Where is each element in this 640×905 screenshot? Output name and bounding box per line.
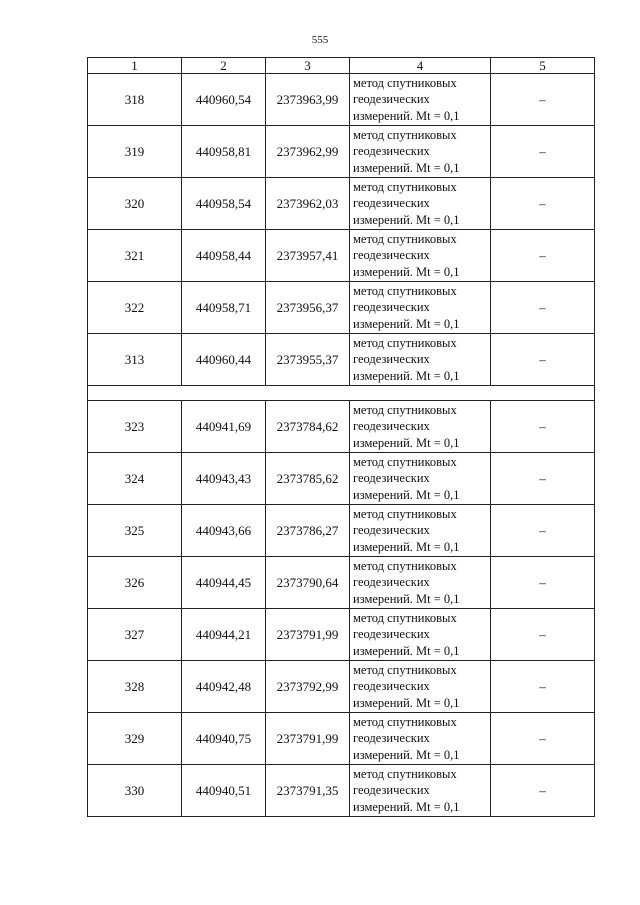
method-line: метод спутниковых [353, 283, 457, 298]
point-number-cell: 318 [88, 74, 182, 126]
notes-cell: – [491, 609, 595, 661]
notes-cell: – [491, 126, 595, 178]
header-col-3: 3 [266, 58, 350, 74]
method-cell [350, 661, 491, 713]
x-coordinate-cell: 440943,66 [182, 505, 266, 557]
method-line: измерений. Mt = 0,1 [353, 316, 460, 331]
notes-cell: – [491, 178, 595, 230]
x-coordinate-cell: 440940,75 [182, 713, 266, 765]
y-coordinate-cell: 2373785,62 [266, 453, 350, 505]
method-cell [350, 557, 491, 609]
y-coordinate-cell: 2373963,99 [266, 74, 350, 126]
point-number-cell: 324 [88, 453, 182, 505]
method-line: геодезических [353, 352, 430, 367]
table-row [88, 765, 595, 817]
method-line: измерений. Mt = 0,1 [353, 799, 460, 814]
method-line: измерений. Mt = 0,1 [353, 747, 460, 762]
y-coordinate-cell: 2373962,03 [266, 178, 350, 230]
table-header-row [88, 58, 595, 74]
x-coordinate-cell: 440960,44 [182, 334, 266, 386]
coordinates-table [87, 57, 595, 817]
x-coordinate-cell: 440960,54 [182, 74, 266, 126]
x-coordinate-cell: 440940,51 [182, 765, 266, 817]
notes-cell: – [491, 74, 595, 126]
table-row [88, 178, 595, 230]
method-line: метод спутниковых [353, 610, 457, 625]
method-cell [350, 282, 491, 334]
method-line: геодезических [353, 144, 430, 159]
method-cell [350, 74, 491, 126]
method-line: измерений. Mt = 0,1 [353, 435, 460, 450]
method-line: метод спутниковых [353, 766, 457, 781]
point-number-cell: 321 [88, 230, 182, 282]
header-col-2: 2 [182, 58, 266, 74]
method-line: геодезических [353, 471, 430, 486]
method-line: метод спутниковых [353, 402, 457, 417]
table-body [88, 74, 595, 817]
separator-row [88, 386, 595, 401]
method-line: геодезических [353, 92, 430, 107]
method-line: геодезических [353, 523, 430, 538]
notes-cell: – [491, 334, 595, 386]
method-cell [350, 609, 491, 661]
table-row [88, 505, 595, 557]
header-col-5: 5 [491, 58, 595, 74]
y-coordinate-cell: 2373791,99 [266, 609, 350, 661]
header-col-4: 4 [350, 58, 491, 74]
method-line: метод спутниковых [353, 558, 457, 573]
method-cell [350, 401, 491, 453]
method-line: метод спутниковых [353, 231, 457, 246]
point-number-cell: 320 [88, 178, 182, 230]
y-coordinate-cell: 2373962,99 [266, 126, 350, 178]
method-cell [350, 453, 491, 505]
notes-cell: – [491, 453, 595, 505]
point-number-cell: 329 [88, 713, 182, 765]
header-col-1: 1 [88, 58, 182, 74]
notes-cell: – [491, 230, 595, 282]
x-coordinate-cell: 440944,45 [182, 557, 266, 609]
point-number-cell: 322 [88, 282, 182, 334]
method-line: измерений. Mt = 0,1 [353, 643, 460, 658]
x-coordinate-cell: 440943,43 [182, 453, 266, 505]
y-coordinate-cell: 2373957,41 [266, 230, 350, 282]
method-line: измерений. Mt = 0,1 [353, 695, 460, 710]
method-line: геодезических [353, 731, 430, 746]
point-number-cell: 313 [88, 334, 182, 386]
point-number-cell: 323 [88, 401, 182, 453]
method-line: геодезических [353, 248, 430, 263]
method-line: геодезических [353, 419, 430, 434]
table-row [88, 230, 595, 282]
table-row [88, 74, 595, 126]
table-row [88, 401, 595, 453]
method-line: измерений. Mt = 0,1 [353, 368, 460, 383]
x-coordinate-cell: 440942,48 [182, 661, 266, 713]
y-coordinate-cell: 2373786,27 [266, 505, 350, 557]
table-row [88, 126, 595, 178]
notes-cell: – [491, 505, 595, 557]
x-coordinate-cell: 440958,71 [182, 282, 266, 334]
table-row [88, 661, 595, 713]
method-line: геодезических [353, 575, 430, 590]
method-cell [350, 505, 491, 557]
method-line: измерений. Mt = 0,1 [353, 591, 460, 606]
method-line: геодезических [353, 196, 430, 211]
table-row [88, 557, 595, 609]
notes-cell: – [491, 557, 595, 609]
point-number-cell: 330 [88, 765, 182, 817]
point-number-cell: 325 [88, 505, 182, 557]
x-coordinate-cell: 440958,54 [182, 178, 266, 230]
method-line: геодезических [353, 300, 430, 315]
y-coordinate-cell: 2373792,99 [266, 661, 350, 713]
point-number-cell: 327 [88, 609, 182, 661]
method-line: метод спутниковых [353, 335, 457, 350]
method-line: метод спутниковых [353, 127, 457, 142]
table-row [88, 453, 595, 505]
point-number-cell: 328 [88, 661, 182, 713]
notes-cell: – [491, 282, 595, 334]
method-cell [350, 713, 491, 765]
y-coordinate-cell: 2373791,99 [266, 713, 350, 765]
method-line: метод спутниковых [353, 714, 457, 729]
x-coordinate-cell: 440958,81 [182, 126, 266, 178]
x-coordinate-cell: 440941,69 [182, 401, 266, 453]
notes-cell: – [491, 713, 595, 765]
method-line: геодезических [353, 783, 430, 798]
method-line: метод спутниковых [353, 506, 457, 521]
table-row [88, 334, 595, 386]
y-coordinate-cell: 2373956,37 [266, 282, 350, 334]
method-line: измерений. Mt = 0,1 [353, 264, 460, 279]
method-line: геодезических [353, 679, 430, 694]
table-row [88, 282, 595, 334]
table-row [88, 609, 595, 661]
method-line: измерений. Mt = 0,1 [353, 212, 460, 227]
method-line: метод спутниковых [353, 454, 457, 469]
method-line: измерений. Mt = 0,1 [353, 108, 460, 123]
method-line: измерений. Mt = 0,1 [353, 160, 460, 175]
notes-cell: – [491, 401, 595, 453]
method-line: измерений. Mt = 0,1 [353, 539, 460, 554]
method-cell [350, 230, 491, 282]
method-cell [350, 126, 491, 178]
method-line: метод спутниковых [353, 75, 457, 90]
y-coordinate-cell: 2373955,37 [266, 334, 350, 386]
page-number: 555 [311, 34, 329, 46]
notes-cell: – [491, 661, 595, 713]
x-coordinate-cell: 440944,21 [182, 609, 266, 661]
x-coordinate-cell: 440958,44 [182, 230, 266, 282]
y-coordinate-cell: 2373784,62 [266, 401, 350, 453]
method-cell [350, 178, 491, 230]
point-number-cell: 319 [88, 126, 182, 178]
method-line: метод спутниковых [353, 662, 457, 677]
y-coordinate-cell: 2373791,35 [266, 765, 350, 817]
method-cell [350, 765, 491, 817]
notes-cell: – [491, 765, 595, 817]
table-row [88, 713, 595, 765]
method-line: геодезических [353, 627, 430, 642]
y-coordinate-cell: 2373790,64 [266, 557, 350, 609]
method-line: метод спутниковых [353, 179, 457, 194]
method-line: измерений. Mt = 0,1 [353, 487, 460, 502]
method-cell [350, 334, 491, 386]
separator-cell [88, 386, 595, 401]
point-number-cell: 326 [88, 557, 182, 609]
